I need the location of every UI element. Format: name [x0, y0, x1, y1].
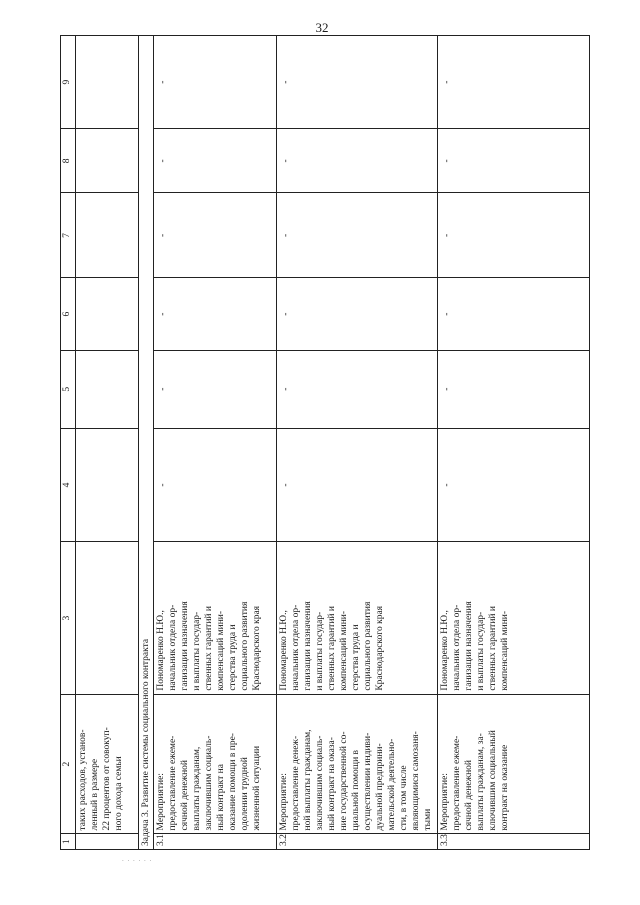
header-cell: 9 — [61, 36, 76, 129]
measure-name: таких расходов, установ- ленный в размере 22 процентов от совокуп- ного дохода семьи — [76, 694, 139, 834]
value-cell: - — [438, 350, 590, 428]
task-row — [138, 36, 153, 850]
measure-name: Мероприятие: предоставление ежеме- сячной денежной выплаты гражданам, за- ключившим социальный контракт на оказание — [438, 694, 590, 834]
responsible: Пономаренко Н.Ю., начальник отдела ор- ганизации назначения и выплаты государ- ственных гарантий и компенсаций мини- стерства труда и социального развития Краснодарского края — [277, 542, 438, 694]
responsible: Пономаренко Н.Ю., начальник отдела ор- ганизации назначения и выплаты государ- ственных гарантий и компенсаций мини- стерства труда и социального развития Краснодарского края — [154, 542, 277, 694]
value-cell: - — [154, 129, 277, 193]
value-cell: - — [277, 278, 438, 350]
responsible: Пономаренко Н.Ю., начальник отдела ор- ганизации назначения и выплаты государ- ственных гарантий и компенсаций мини- — [438, 542, 590, 694]
footer-stamp: . . . . . . — [122, 855, 153, 863]
table-row — [438, 36, 590, 850]
empty-cell — [76, 193, 139, 278]
empty-cell — [76, 350, 139, 428]
header-row — [61, 36, 76, 850]
value-cell: - — [154, 278, 277, 350]
value-cell: - — [438, 278, 590, 350]
header-cell: 6 — [61, 278, 76, 350]
empty-cell — [76, 428, 139, 542]
row-number — [76, 834, 139, 850]
value-cell: - — [277, 36, 438, 129]
value-cell: - — [154, 350, 277, 428]
value-cell: - — [277, 129, 438, 193]
header-cell: 5 — [61, 350, 76, 428]
measure-name: Мероприятие: предоставление денеж- ной выплаты гражданам, заключившим социаль- ный контракт на оказа- ние государственной со- циальной помощи в осуществлении индиви- дуальной предприни- мательской деятельно- сти, в том числе являющимися самозаня- тыми — [277, 694, 438, 834]
responsible — [76, 542, 139, 694]
empty-cell — [76, 36, 139, 129]
header-cell: 4 — [61, 428, 76, 542]
header-cell: 8 — [61, 129, 76, 193]
task-title: Задача 3. Развитие системы социального контракта — [138, 36, 153, 850]
header-cell: 2 — [61, 694, 76, 834]
table-row — [154, 36, 277, 850]
value-cell: - — [154, 193, 277, 278]
table-row — [277, 36, 438, 850]
value-cell: - — [277, 350, 438, 428]
row-number: 3.2 — [277, 834, 438, 850]
value-cell: - — [277, 428, 438, 542]
data-table — [60, 35, 590, 850]
value-cell: - — [154, 428, 277, 542]
value-cell: - — [277, 193, 438, 278]
page-number: 32 — [315, 20, 329, 35]
rotated-table-container — [60, 35, 590, 850]
value-cell: - — [438, 428, 590, 542]
header-cell: 1 — [61, 834, 76, 850]
measure-name: Мероприятие: предоставление ежеме- сячной денежной выплаты гражданам, заключившим социаль- ный контракт на оказание помощи в пре- одолении трудной жизненной ситуации — [154, 694, 277, 834]
table-row — [76, 36, 139, 850]
empty-cell — [76, 129, 139, 193]
header-cell: 3 — [61, 542, 76, 694]
value-cell: - — [154, 36, 277, 129]
value-cell: - — [438, 193, 590, 278]
value-cell: - — [438, 36, 590, 129]
value-cell: - — [438, 129, 590, 193]
header-cell: 7 — [61, 193, 76, 278]
row-number: 3.1 — [154, 834, 277, 850]
empty-cell — [76, 278, 139, 350]
row-number: 3.3 — [438, 834, 590, 850]
